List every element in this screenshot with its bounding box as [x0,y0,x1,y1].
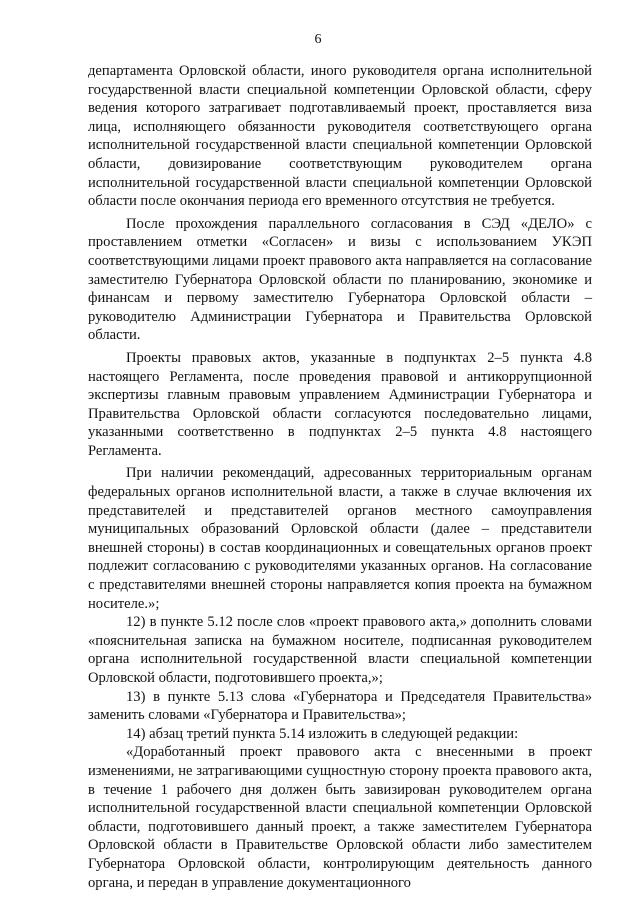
document-body [88,62,592,892]
page-number: 6 [314,32,322,47]
paragraph-recommendations: При наличии рекомендаций, адресованных территориальным органам федеральных органов исполнительной власти, а также в случае включения их представителей и представителей органов местного самоуправления муниципальных образований Орловской области (далее – представители внешней стороны) в состав координационных и совещательных органов проект подлежит согласованию с руководителями указанных органов. На согласование с представителями внешней стороны направляется копия проекта на бумажном носителе.»; [88,465,592,612]
paragraph-parallel-approval: После прохождения параллельного согласования в СЭД «ДЕЛО» с проставлением отметки «Согласен» и визы с использованием УКЭП соответствующими лицами проект правового акта направляется на согласование заместителю Губернатора Орловской области по планированию, экономике и финансам и первому заместителю Губернатора Орловской области – руководителю Администрации Губернатора и Правительства Орловской области. [88,215,592,344]
paragraph-continuation: департамента Орловской области, иного руководителя органа исполнительной государственной власти специальной компетенции Орловской области, сферу ведения которого затрагивает подготавливаемый проект, проставляется виза лица, исполняющего обязанности руководителя соответствующего органа исполнительной государственной власти специальной компетенции Орловской области, довизирование соответствующим руководителем органа исполнительной государственной власти специальной компетенции Орловской области после окончания периода его временного отсутствия не требуется. [88,63,592,210]
paragraph-revised-draft: «Доработанный проект правового акта с внесенными в проект изменениями, не затрагивающими сущностную сторону проекта правового акта, в течение 1 рабочего дня должен быть завизирован руководителем органа исполнительной государственной власти специальной компетенции Орловской области, подготовившего данный проект, а также заместителем Губернатора Орловской области в Правительстве Орловской области либо заместителем Губернатора Орловской области, контролирующим деятельность данного органа, и передан в управление документационного [88,744,592,891]
paragraph-item-13: 13) в пункте 5.13 слова «Губернатора и Председателя Правительства» заменить словами «Губернатора и Правительства»; [88,688,592,724]
paragraph-draft-legal-acts: Проекты правовых актов, указанные в подпунктах 2–5 пункта 4.8 настоящего Регламента, после проведения правовой и антикоррупционной экспертизы главным правовым управлением Администрации Губернатора и Правительства Орловской области согласуются последовательно лицами, указанными соответственно в подпунктах 2–5 пункта 4.8 настоящего Регламента. [88,349,592,459]
paragraph-item-12: 12) в пункте 5.12 после слов «проект правового акта,» дополнить словами «пояснительная записка на бумажном носителе, подписанная руководителем органа исполнительной государственной власти специальной компетенции Орловской области, подготовившего проекта,»; [88,614,592,686]
paragraph-item-14: 14) абзац третий пункта 5.14 изложить в следующей редакции: [126,725,519,742]
